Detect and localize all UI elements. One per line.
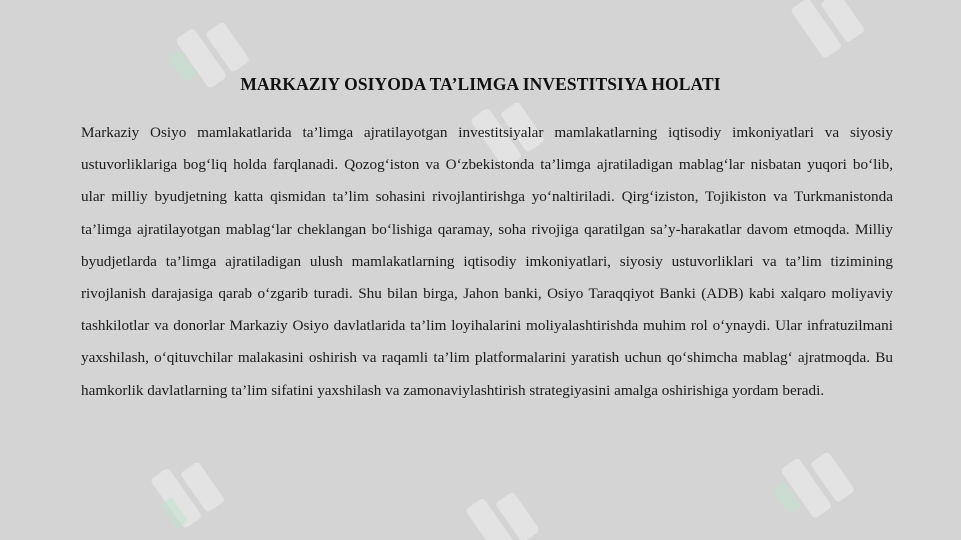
watermark-logo-icon [790, 0, 865, 59]
watermark-logo-icon [150, 451, 225, 529]
watermark-logo-icon [780, 441, 855, 519]
watermark-logo-icon [465, 481, 540, 540]
document-title: MARKAZIY OSIYODA TA’LIMGA INVESTITSIYA HOLATI [240, 74, 721, 94]
document-paragraph: Markaziy Osiyo mamlakatlarida ta’limga ajratilayotgan investitsiyalar mamlakatlarning iqtisodiy imkoniyatlari va siyosiy ustuvorliklariga bog‘liq holda farqlanadi. Qozog‘iston va O‘zbekistonda ta’limga ajratiladigan mablag‘lar nisbatan yuqori bo‘lib, ular milliy byudjetning katta qismidan ta’lim sohasini rivojlantirishga yo‘naltiriladi. Qirg‘iziston, Tojikiston va Turkmanistonda ta’limga ajratilayotgan mablag‘lar cheklangan bo‘lishiga qaramay, soha rivojiga qaratilgan sa’y-harakatlar davom etmoqda. Milliy byudjetlarda ta’limga ajratiladigan ulush mamlakatlarning iqtisodiy imkoniyatlari, siyosiy ustuvorliklari va ta’lim tizimining rivojlanish darajasiga qarab o‘zgarib turadi. Shu bilan birga, Jahon banki, Osiyo Taraqqiyot Banki (ADB) kabi xalqaro moliyaviy tashkilotlar va donorlar Markaziy Osiyo davlatlarida ta’lim loyihalarini moliyalashtirishda muhim rol o‘ynaydi. Ular infratuzilmani yaxshilash, o‘qituvchilar malakasini oshirish va raqamli ta’lim platformalarini yaratish uchun qo‘shimcha mablag‘ ajratmoqda. Bu hamkorlik davlatlarning ta’lim sifatini yaxshilash va zamonaviylashtirish strategiyasini amalga oshirishiga yordam beradi. [81, 124, 893, 399]
